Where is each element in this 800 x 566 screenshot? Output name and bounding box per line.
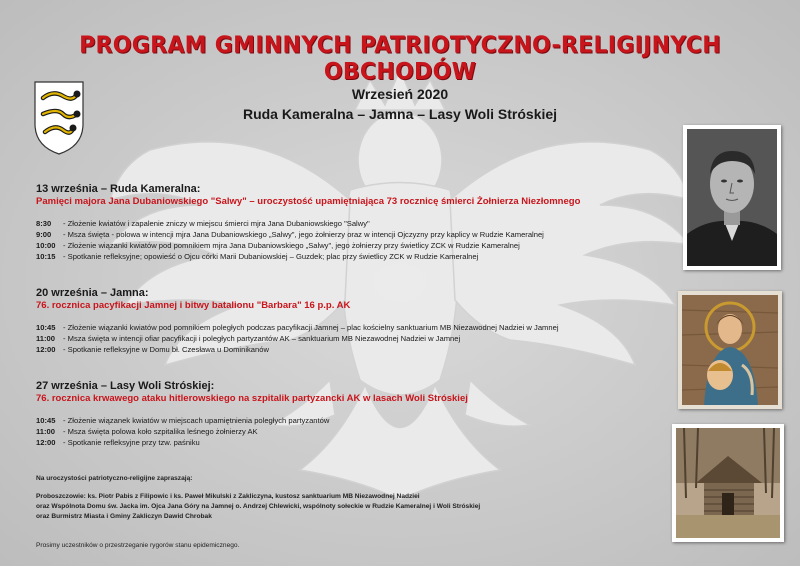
section-heading: 13 września – Ruda Kameralna: [36,183,201,195]
schedule-text: - Złożenie wiązanki kwiatów pod pomnikiem poległych podczas pacyfikacji Jamnej – plac kościelny sanktuarium MB Niezawodnej Nadziei w Jamnej [63,323,559,332]
section-subtitle: 76. rocznica pacyfikacji Jamnej i bitwy batalionu "Barbara" 16 p.p. AK [36,300,351,311]
schedule-text: - Msza święta - polowa w intencji mjra Jana Dubaniowskiego „Salwy", jego żołnierzy oraz w intencji Ojczyzny przy kaplicy w Rudzie Kameralnej [63,230,544,239]
schedule-text: - Złożenie kwiatów i zapalenie zniczy w miejscu śmierci mjra Jana Dubaniowskiego "Salwy" [63,219,370,228]
schedule-item [36,251,580,262]
schedule-list [36,218,580,262]
schedule-text: - Spotkanie refleksyjne; opowieść o Ojcu córki Marii Dubaniowskiej – Guzdek; plac przy świetlicy ZCK w Rudzie Kameralnej [63,252,479,261]
section-heading: 20 września – Jamna: [36,287,149,299]
schedule-item [36,415,468,426]
schedule-text: - Spotkanie refleksyjne przy tzw. paśniku [63,438,200,447]
section-subtitle: 76. rocznica krwawego ataku hitlerowskiego na szpitalik partyzancki AK w lasach Woli Stróskiej [36,393,468,404]
schedule-time: 11:00 [36,334,56,343]
host-line: oraz Wspólnota Domu św. Jacka im. Ojca Jana Góry na Jamnej o. Andrzej Chlewicki, wspólnoty sołeckie w Rudzie Kameralnej i Woli Stróskiej [36,503,481,510]
schedule-item [36,229,580,240]
page-title: PROGRAM GMINNYCH PATRIOTYCZNO-RELIGIJNYCH OBCHODÓW [79,32,721,86]
event-header [220,86,580,122]
schedule-item [36,426,468,437]
schedule-time: 8:30 [36,219,52,228]
section-heading: 27 września – Lasy Woli Stróskiej: [36,380,215,392]
section-jamna [36,287,559,355]
schedule-text: - Msza święta w intencji ofiar pacyfikacji i poległych partyzantów AK – sanktuarium MB Niezawodnej Nadziei w Jamnej [63,334,461,343]
schedule-text: - Złożenie wiązanek kwiatów w miejscach upamiętnienia poległych partyzantów [63,416,330,425]
schedule-item [36,322,559,333]
event-date: Wrzesień 2020 [351,86,449,102]
schedule-text: - Złożenie wiązanki kwiatów pod pomnikiem mjra Jana Dubaniowskiego „Salwy", jego żołnierzy przy świetlicy ZCK w Rudzie Kameralnej [63,241,520,250]
coat-of-arms-icon [33,80,85,156]
section-subtitle: Pamięci majora Jana Dubaniowskiego "Salwy" – uroczystość upamiętniająca 73 rocznicę śmierci Żołnierza Niezłomnego [36,196,581,207]
portrait-photo [683,125,781,270]
event-places: Ruda Kameralna – Jamna – Lasy Woli Stróskiej [242,106,558,122]
schedule-text: - Spotkanie refleksyjne w Domu bł. Czesława u Dominikanów [63,345,269,354]
schedule-time: 12:00 [36,438,56,447]
schedule-item [36,240,580,251]
section-lasy-woli-stroskiej [36,380,468,448]
schedule-time: 10:15 [36,252,56,261]
schedule-time: 9:00 [36,230,52,239]
schedule-text: - Msza święta polowa koło szpitalika leśnego żołnierzy AK [63,427,258,436]
schedule-item [36,218,580,229]
forest-hut-photo [672,424,784,542]
schedule-time: 11:00 [36,427,56,436]
schedule-item [36,437,468,448]
schedule-time: 10:00 [36,241,56,250]
schedule-time: 10:45 [36,323,56,332]
epidemic-note: Prosimy uczestników o przestrzeganie rygorów stanu epidemicznego. [36,542,240,549]
host-line: Proboszczowie: ks. Piotr Pabis z Filipowic i ks. Paweł Mikulski z Zakliczyna, kustosz sanktuarium MB Niezawodnej Nadziei [36,493,420,500]
schedule-item [36,344,559,355]
schedule-time: 12:00 [36,345,56,354]
schedule-list [36,322,559,355]
schedule-item [36,333,559,344]
schedule-time: 10:45 [36,416,56,425]
invitation-line: Na uroczystości patriotyczno-religijne zapraszają: [36,475,193,482]
section-ruda-kameralna [36,183,580,262]
icon-painting-photo [678,291,782,409]
hosts-list [36,492,480,522]
schedule-list [36,415,468,448]
host-line: oraz Burmistrz Miasta i Gminy Zakliczyn Dawid Chrobak [36,513,212,520]
